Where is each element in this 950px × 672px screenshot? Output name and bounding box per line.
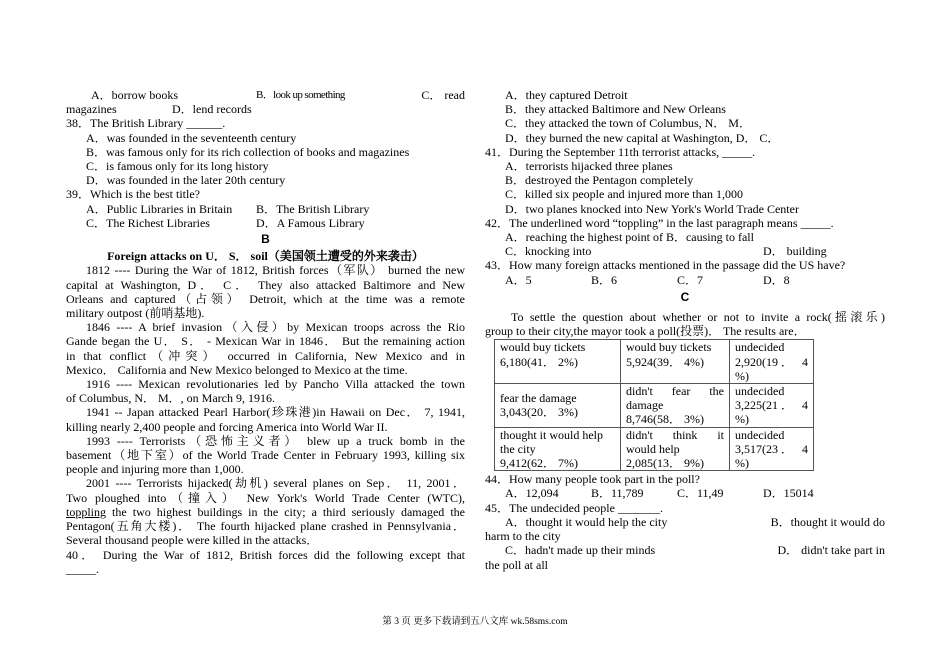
q45-option-a: A．thought it would help the city [505,514,668,529]
text-line: 1812 ---- During the War of 1812, British forces（军队） burned the new [86,263,465,278]
q38-option-b: B．was famous only for its rich collection of books and magazines [86,144,410,159]
q38-option-c: C．is famous only for its long history [86,159,269,174]
cell-line: undecided [735,427,785,442]
cell-line: 3,225(21． 4 [735,398,808,413]
table-cell [621,427,730,471]
cell-line: %) [735,412,749,427]
cell-line: undecided [735,384,785,399]
table-cell [495,340,621,384]
text-fragment: the two highest buildings in the city; a third seriously damaged the [106,504,465,519]
text-line: killing nearly 2,400 people and forcing America into World War II. [66,419,388,434]
q37-options-row2 [66,102,465,116]
cell-line: would help [626,441,680,456]
text-line: Two ploughed into（撞入） New York's World Trade Center (WTC), [66,490,465,505]
cell-line: 6,180(41． 2%) [500,354,578,369]
text-line: Pentagon(五角大楼)． The fourth hijacked plane crashed in Pennsylvania． [66,519,465,534]
table-row [495,427,814,471]
page-footer: 第 3 页 更多下载请到五八文库 wk.58sms.com [382,617,568,627]
paragraph-1812 [66,263,465,320]
q40-option-c: C．they attacked the town of Columbus, N． M． [505,116,751,131]
text-line: 40． During the War of 1812, British forces did the following except that [66,547,465,562]
q37-option-b: B．look up something [256,89,345,101]
q45-option-d: D． didn't take part in [777,543,885,558]
cell-line: 9,412(62． 7%) [500,456,578,471]
q37-option-d: D．lend records [172,102,252,117]
q44-option-a: A．12,094 [505,486,559,501]
text-line: in that conflict（冲突） occurred in California, New Mexico and in [66,348,465,363]
text-line: of Columbus, N． M．, on March 9, 1916. [66,391,275,406]
cell-line: 3,043(20． 3%) [500,405,578,420]
table-row [495,340,814,384]
q38-stem: 38．The British Library ______. [66,116,226,131]
cell-line: %) [735,368,749,383]
cell-line: damage [626,398,664,413]
cell-line: 3,517(23． 4 [735,441,808,456]
text-line: people and injuring more than 1,000. [66,462,244,477]
q40-option-b: B．they attacked Baltimore and New Orleans [505,102,726,117]
q45-option-b: B．thought it would do [770,514,885,529]
q39-option-a: A．Public Libraries in Britain [86,201,233,216]
passage-title: Foreign attacks on U． S． soil（美国领土遭受的外来袭击） [107,249,424,264]
paragraph-2001 [66,476,465,547]
cell-line: %) [735,456,749,471]
q40-stem [66,548,465,576]
q44-option-b: B．11,789 [591,486,644,501]
q44-option-c: C．11,49 [677,486,724,501]
q42-option-d: D． building [763,244,827,259]
text-line: 2001 ---- Terrorists hijacked(劫机) several planes on Sep． 11, 2001． [86,476,465,491]
q39-option-d: D．A Famous Library [256,215,365,230]
poll-intro [485,310,885,338]
q39-row2 [66,216,465,230]
table-cell [730,340,814,384]
cell-line: 2,085(13． 9%) [626,456,704,471]
q45-option-d-cont: the poll at all [485,557,548,572]
cell-line: didn't fear the [626,384,724,399]
q40-option-d: D．they burned the new capital at Washington, D． C． [505,130,780,145]
q42-option-ab: A．reaching the highest point of B．causing to fall [505,230,754,245]
q38-option-a: A．was founded in the seventeenth century [86,130,297,145]
text-line: Orleans and captured（占领） Detroit, which at the time was a remote [66,291,465,306]
text-line: _____. [66,561,99,576]
q45-row2 [485,543,885,557]
left-column [66,88,465,576]
q37-option-c: C． read [421,88,465,102]
right-column [485,88,885,572]
cell-line: the city [500,441,536,456]
q37-options-row [66,88,465,102]
q39-row1 [66,202,465,216]
cell-line: thought it would help [500,427,603,442]
table-cell [495,427,621,471]
table-cell [621,340,730,384]
paragraph-1993 [66,434,465,477]
table-cell [621,384,730,428]
q45-row1 [485,515,885,529]
q43-option-d: D．8 [763,272,790,287]
q38-option-d: D．was founded in the later 20th century [86,173,286,188]
paragraph-1916 [66,377,465,405]
cell-line: would buy tickets [500,340,586,355]
q44-option-d: D．15014 [763,486,814,501]
text-line [66,505,465,519]
q43-options [485,273,885,287]
text-line: basement（地下室）of the World Trade Center in February 1993, killing six [66,448,465,463]
paragraph-1941 [66,405,465,433]
text-line: group to their city,the mayor took a poll(投票)． The results are． [485,324,806,339]
section-b-heading: B [261,232,270,247]
cell-line: 5,924(39． 4%) [626,354,704,369]
q41-option-c: C．killed six people and injured more than 1,000 [505,187,743,202]
paragraph-1846 [66,320,465,377]
q43-stem: 43．How many foreign attacks mentioned in the passage did the US have? [485,258,846,273]
table-cell [730,384,814,428]
q45-stem: 45．The undecided people _______. [485,500,663,515]
text-line: capital at Washington, D． C． They also attacked Baltimore and New [66,277,465,292]
section-c-heading: C [680,289,690,304]
text-line: military outpost (前哨基地). [66,306,205,321]
table-cell [730,427,814,471]
q43-option-b: B．6 [591,272,618,287]
q45-option-c: C．hadn't made up their minds [505,543,656,558]
q42-row2 [485,244,885,258]
text-line: Mexico． California and New Mexico belonged to Mexico at the time. [66,362,408,377]
cell-line: 8,746(58． 3%) [626,412,704,427]
cell-line: fear the damage [500,391,577,406]
cell-line: 2,920(19． 4 [735,354,808,369]
table-row [495,384,814,428]
q42-option-c: C．knocking into [505,244,592,259]
cell-line: undecided [735,340,785,355]
q41-option-a: A．terrorists hijacked three planes [505,159,673,174]
q41-stem: 41．During the September 11th terrorist attacks, _____. [485,144,756,159]
text-line: To settle the question about whether or not to invite a rock(摇滚乐) [511,310,885,325]
cell-line: would buy tickets [626,340,712,355]
q40-option-a: A．they captured Detroit [505,88,628,102]
text-line: Gande began the U． S． - Mexican War in 1846． But the remaining action [66,334,465,349]
q45-option-b-cont: harm to the city [485,529,561,544]
q41-option-d: D．two planes knocked into New York's World Trade Center [505,201,799,216]
q43-option-a: A．5 [505,272,532,287]
text-line: Several thousand people were killed in the attacks． [66,533,319,548]
q39-option-b: B．The British Library [256,201,370,216]
q44-options [485,486,885,500]
q39-option-c: C．The Richest Libraries [86,215,210,230]
q43-option-c: C．7 [677,272,704,287]
q41-option-b: B．destroyed the Pentagon completely [505,173,694,188]
q44-stem: 44．How many people took part in the poll? [485,472,700,487]
table-cell [495,384,621,428]
q37-option-c-cont: magazines [66,102,117,117]
text-line: 1941 -- Japan attacked Pearl Harbor(珍珠港)in Hawaii on Dec． 7, 1941, [86,405,465,420]
q42-stem: 42．The underlined word “toppling” in the last paragraph means _____. [485,215,834,230]
text-line: 1916 ---- Mexican revolutionaries led by Pancho Villa attacked the town [86,377,465,392]
text-line: 1846 ---- A brief invasion（入侵）by Mexican troops across the Rio [86,320,465,335]
q39-stem: 39．Which is the best title? [66,187,200,202]
cell-line: didn't think it [626,427,724,442]
text-line: 1993 ---- Terrorists（恐怖主义者） blew up a truck bomb in the [86,433,465,448]
underlined-word-toppling: toppling [66,504,107,519]
q37-option-a: A．borrow books [91,88,178,102]
poll-results-table [494,339,814,471]
